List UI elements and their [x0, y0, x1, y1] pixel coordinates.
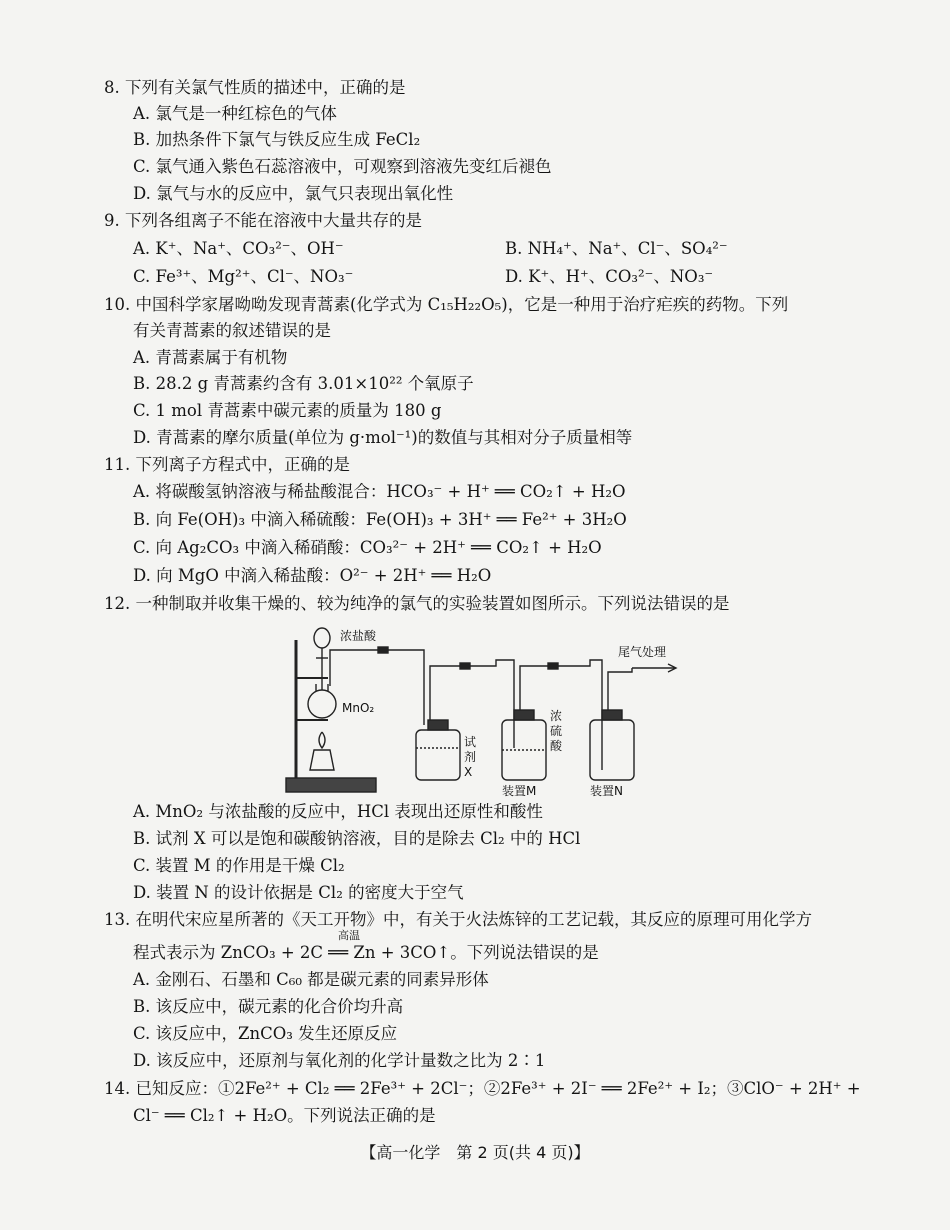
label-sulfuric-2: 硫: [550, 724, 563, 738]
q10-option-b: B. 28.2 g 青蒿素约含有 3.01×10²² 个氧原子: [133, 374, 474, 393]
q9-option-c: C. Fe³⁺、Mg²⁺、Cl⁻、NO₃⁻: [133, 267, 354, 286]
q8-stem: 8. 下列有关氯气性质的描述中，正确的是: [104, 78, 406, 97]
q13-stem-line1: 13. 在明代宋应星所著的《天工开物》中，有关于火法炼锌的工艺记载，其反应的原理可用化学方: [104, 910, 812, 929]
bottle-stopper: [602, 710, 622, 720]
separatory-funnel: [314, 628, 330, 648]
q8-option-c: C. 氯气通入紫色石蕊溶液中，可观察到溶液先变红后褪色: [133, 157, 552, 176]
q14-stem-line1: 14. 已知反应：①2Fe²⁺ + Cl₂ ══ 2Fe³⁺ + 2Cl⁻；②2Fe³⁺ + 2I⁻ ══ 2Fe²⁺ + I₂；③ClO⁻ + 2H⁺ +: [104, 1079, 861, 1098]
q12-option-b: B. 试剂 X 可以是饱和碳酸钠溶液，目的是除去 Cl₂ 中的 HCl: [133, 829, 581, 848]
q9-option-a: A. K⁺、Na⁺、CO₃²⁻、OH⁻: [133, 239, 344, 258]
q12-option-c: C. 装置 M 的作用是干燥 Cl₂: [133, 856, 345, 875]
q8-option-d: D. 氯气与水的反应中，氯气只表现出氧化性: [133, 184, 454, 203]
wash-bottle-x: [416, 730, 460, 780]
q11-option-c: C. 向 Ag₂CO₃ 中滴入稀硝酸：CO₃²⁻ + 2H⁺ ══ CO₂↑ + H₂O: [133, 538, 602, 557]
q13-option-d: D. 该反应中，还原剂与氧化剂的化学计量数之比为 2∶1: [133, 1051, 546, 1070]
label-reagent-3: X: [464, 765, 473, 779]
q13-option-b: B. 该反应中，碳元素的化合价均升高: [133, 997, 404, 1016]
rubber-joint: [460, 663, 470, 669]
label-conc-hcl: 浓盐酸: [340, 629, 377, 643]
label-device-m: 装置M: [502, 784, 537, 798]
alcohol-lamp: [310, 750, 334, 770]
round-bottom-flask: [308, 690, 336, 718]
q11-option-b: B. 向 Fe(OH)₃ 中滴入稀硫酸：Fe(OH)₃ + 3H⁺ ══ Fe²⁺ + 3H₂O: [133, 510, 627, 529]
label-mno2: MnO₂: [342, 701, 375, 715]
label-tail-gas: 尾气处理: [618, 645, 667, 659]
bottle-stopper: [428, 720, 448, 730]
q10-option-d: D. 青蒿素的摩尔质量(单位为 g·mol⁻¹)的数值与其相对分子质量相等: [133, 428, 633, 447]
page-footer: 【高一化学 第 2 页(共 4 页)】: [360, 1143, 590, 1162]
q10-option-c: C. 1 mol 青蒿素中碳元素的质量为 180 g: [133, 401, 442, 420]
label-device-n: 装置N: [590, 784, 623, 798]
q8-option-a: A. 氯气是一种红棕色的气体: [133, 104, 337, 123]
stand-base: [286, 778, 376, 792]
q13-stem-line2: 程式表示为 ZnCO₃ + 2C ══ Zn + 3CO↑。下列说法错误的是: [133, 943, 599, 962]
q9-stem: 9. 下列各组离子不能在溶液中大量共存的是: [104, 211, 422, 230]
q10-option-a: A. 青蒿素属于有机物: [133, 348, 288, 367]
exhaust-tube: [608, 668, 632, 715]
q12-option-d: D. 装置 N 的设计依据是 Cl₂ 的密度大于空气: [133, 883, 464, 902]
rubber-joint: [378, 647, 388, 653]
label-sulfuric-1: 浓: [550, 709, 563, 723]
q13-condition: 高温: [338, 929, 360, 942]
q14-stem-line2: Cl⁻ ══ Cl₂↑ + H₂O。下列说法正确的是: [133, 1106, 436, 1125]
q8-option-b: B. 加热条件下氯气与铁反应生成 FeCl₂: [133, 130, 421, 149]
q12-option-a: A. MnO₂ 与浓盐酸的反应中，HCl 表现出还原性和酸性: [133, 802, 543, 821]
rubber-joint: [548, 663, 558, 669]
q12-stem: 12. 一种制取并收集干燥的、较为纯净的氯气的实验装置如图所示。下列说法错误的是: [104, 594, 730, 613]
q11-option-a: A. 将碳酸氢钠溶液与稀盐酸混合：HCO₃⁻ + H⁺ ══ CO₂↑ + H₂O: [133, 482, 626, 501]
q13-option-a: A. 金刚石、石墨和 C₆₀ 都是碳元素的同素异形体: [133, 970, 489, 989]
q11-option-d: D. 向 MgO 中滴入稀盐酸：O²⁻ + 2H⁺ ══ H₂O: [133, 566, 492, 585]
bottle-stopper: [514, 710, 534, 720]
chlorine-apparatus-diagram: [280, 620, 700, 800]
q9-option-d: D. K⁺、H⁺、CO₃²⁻、NO₃⁻: [505, 267, 714, 286]
flame-icon: [319, 732, 325, 748]
collecting-bottle-n: [590, 720, 634, 780]
label-sulfuric-3: 酸: [550, 739, 563, 753]
label-reagent-2: 剂: [464, 750, 477, 764]
q11-stem: 11. 下列离子方程式中，正确的是: [104, 455, 350, 474]
q10-stem-line1: 10. 中国科学家屠呦呦发现青蒿素(化学式为 C₁₅H₂₂O₅)，它是一种用于治疗疟疾的药物。下列: [104, 295, 789, 314]
q9-option-b: B. NH₄⁺、Na⁺、Cl⁻、SO₄²⁻: [505, 239, 728, 258]
label-reagent-1: 试: [464, 735, 477, 749]
q10-stem-line2: 有关青蒿素的叙述错误的是: [133, 321, 331, 340]
q13-option-c: C. 该反应中，ZnCO₃ 发生还原反应: [133, 1024, 398, 1043]
